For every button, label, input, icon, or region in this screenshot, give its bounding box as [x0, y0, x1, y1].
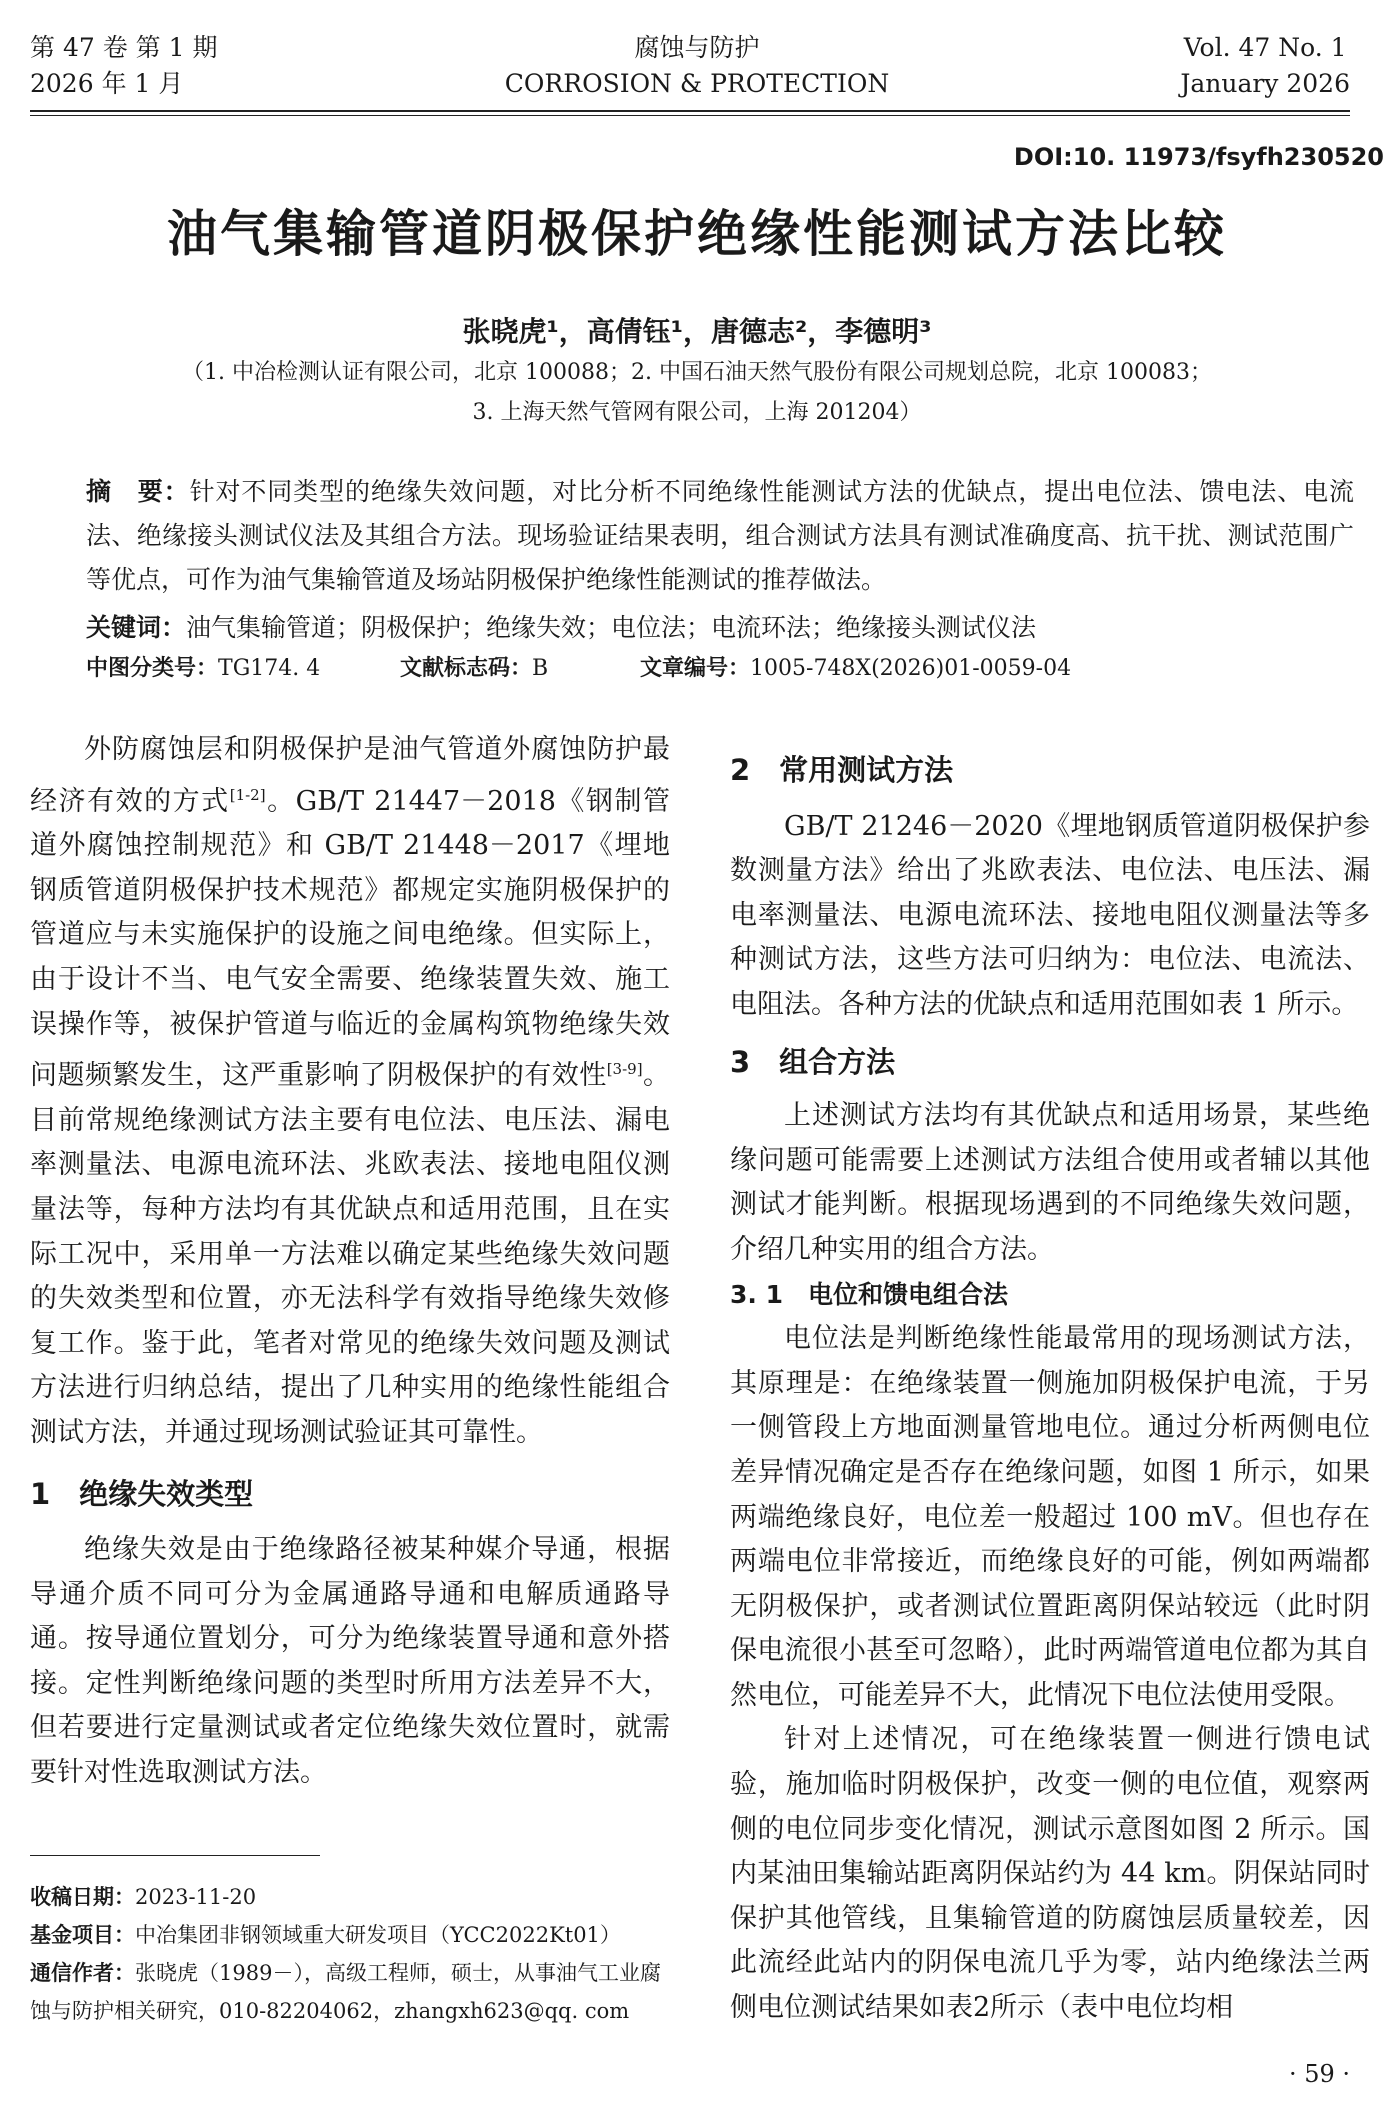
footnotes: [30, 1878, 670, 2030]
citation: [3-9]: [606, 1060, 643, 1079]
affiliation-line-1: （1. 中冶检测认证有限公司，北京 100088；2. 中国石油天然气股份有限公司规划总院，北京 100083；: [182, 360, 1212, 385]
section-heading: 2 常用测试方法: [730, 753, 954, 787]
keywords-text: 油气集输管道；阴极保护；绝缘失效；电位法；电流环法；绝缘接头测试仪法: [186, 613, 1037, 642]
keywords-label: 关键词：: [86, 613, 187, 642]
article-number-value: 1005-748X(2026)01-0059-04: [750, 656, 1072, 681]
subsection-heading: 3. 1 电位和馈电组合法: [730, 1279, 1008, 1309]
keywords: [86, 606, 1354, 650]
journal-name-en: CORROSION & PROTECTION: [504, 69, 890, 98]
volume-issue: 第 47 卷 第 1 期: [30, 33, 218, 62]
header-rule-thick: [30, 110, 1350, 112]
authors: 张晓虎¹，高倩钰¹，唐德志²，李德明³: [462, 315, 932, 348]
body-paragraph: 绝缘失效是由于绝缘路径被某种媒介导通，根据导通介质不同可分为金属通路导通和电解质通路导通。按导通位置划分，可分为绝缘装置导通和意外搭接。定性判断绝缘问题的类型时所用方法差异不大，但若要进行定量测试或者定位绝缘失效位置时，就需要针对性选取测试方法。: [30, 1534, 670, 1789]
fund-project: 基金项目：中冶集团非钢领域重大研发项目（YCC2022Kt01）: [30, 1923, 621, 1947]
body-paragraph: 电位法是判断绝缘性能最常用的现场测试方法，其原理是：在绝缘装置一侧施加阴极保护电流，于另一侧管段上方地面测量管地电位。通过分析两侧电位差异情况确定是否存在绝缘问题，如图 1 所示，如果两端绝缘良好，电位差一般超过 100 mV。但也存在两端电位非常接近，而绝缘良好的可能，例如两端都无阴极保护，或者测试位置距离阴保站较远（此时阴保电流很小甚至可忽略），此时两端管道电位都为其自然电位，可能差异不大，此情况下电位法使用受限。: [730, 1323, 1370, 1711]
citation: [1-2]: [229, 785, 266, 804]
clc-number: [86, 651, 320, 682]
volume-issue-en: Vol. 47 No. 1: [1183, 33, 1347, 62]
abstract: [86, 470, 1354, 602]
received-date: 收稿日期：2023-11-20: [30, 1885, 257, 1909]
header-right: [1180, 30, 1350, 102]
journal-name-cn: 腐蚀与防护: [634, 33, 760, 62]
corresponding-author: 通信作者：张晓虎（1989－），高级工程师，硕士，从事油气工业腐蚀与防护相关研究，010-82204062，zhangxh623@qq. com: [30, 1961, 661, 2023]
document-code: [400, 651, 548, 682]
article-number-label: 文章编号：: [640, 656, 751, 681]
clc-label: 中图分类号：: [86, 656, 219, 681]
affiliation-line-2: 3. 上海天然气管网有限公司，上海 201204）: [472, 400, 922, 425]
right-column: [730, 748, 1370, 2031]
body-paragraph: 上述测试方法均有其优缺点和适用场景，某些绝缘问题可能需要上述测试方法组合使用或者辅以其他测试才能判断。根据现场遇到的不同绝缘失效问题，介绍几种实用的组合方法。: [730, 1100, 1370, 1265]
publication-date: 2026 年 1 月: [30, 69, 184, 98]
section-heading: 1 绝缘失效类型: [30, 1476, 254, 1511]
body-paragraph: GB/T 21246－2020《埋地钢质管道阴极保护参数测量方法》给出了兆欧表法、电位法、电压法、漏电率测量法、电源电流环法、接地电阻仪测量法等多种测试方法，这些方法可归纳为：电位法、电流法、电阻法。各种方法的优缺点和适用范围如表 1 所示。: [730, 810, 1370, 1020]
paper-title: 油气集输管道阴极保护绝缘性能测试方法比较: [167, 205, 1227, 263]
article-number: [640, 651, 1071, 682]
footnote-rule: [30, 1855, 320, 1856]
introduction-paragraph: 外防腐蚀层和阴极保护是油气管道外腐蚀防护最经济有效的方式[1-2]。GB/T 21447－2018《钢制管道外腐蚀控制规范》和 GB/T 21448－2017《埋地钢质管道阴极保护技术规范》都规定实施阴极保护的管道应与未实施保护的设施之间电绝缘。但实际上，由于设计不当、电气安全需要、绝缘装置失效、施工误操作等，被保护管道与临近的金属构筑物绝缘失效问题频繁发生，这严重影响了阴极保护的有效性[3-9]。目前常规绝缘测试方法主要有电位法、电压法、漏电率测量法、电源电流环法、兆欧表法、接地电阻仪测量法等，每种方法均有其优缺点和适用范围，且在实际工况中，采用单一方法难以确定某些绝缘失效问题的失效类型和位置，亦无法科学有效指导绝缘失效修复工作。鉴于此，笔者对常见的绝缘失效问题及测试方法进行归纳总结，提出了几种实用的绝缘性能组合测试方法，并通过现场测试验证其可靠性。: [30, 734, 671, 1448]
document-code-value: B: [532, 656, 549, 681]
clc-value: TG174. 4: [218, 656, 321, 681]
section-heading: 3 组合方法: [730, 1044, 896, 1079]
doi: DOI:10. 11973/fsyfh230520: [1013, 143, 1384, 171]
left-column: [30, 728, 670, 1796]
body-paragraph: 针对上述情况，可在绝缘装置一侧进行馈电试验，施加临时阴极保护，改变一侧的电位值，观察两侧的电位同步变化情况，测试示意图如图 2 所示。国内某油田集输站距离阴保站约为 44 km。阴保站同时保护其他管线，且集输管道的防腐蚀层质量较差，因此流经此站内的阴保电流几乎为零，站内绝缘法兰两侧电位测试结果如表2所示（表中电位均相: [730, 1724, 1370, 2024]
header-rule-thin: [30, 115, 1350, 116]
page-number: · 59 ·: [1288, 2060, 1350, 2088]
publication-date-en: January 2026: [1180, 69, 1350, 98]
document-code-label: 文献标志码：: [400, 656, 533, 681]
abstract-text: 针对不同类型的绝缘失效问题，对比分析不同绝缘性能测试方法的优缺点，提出电位法、馈电法、电流法、绝缘接头测试仪法及其组合方法。现场验证结果表明，组合测试方法具有测试准确度高、抗干扰、测试范围广等优点，可作为油气集输管道及场站阴极保护绝缘性能测试的推荐做法。: [86, 477, 1354, 594]
abstract-label: 摘 要：: [86, 477, 190, 506]
